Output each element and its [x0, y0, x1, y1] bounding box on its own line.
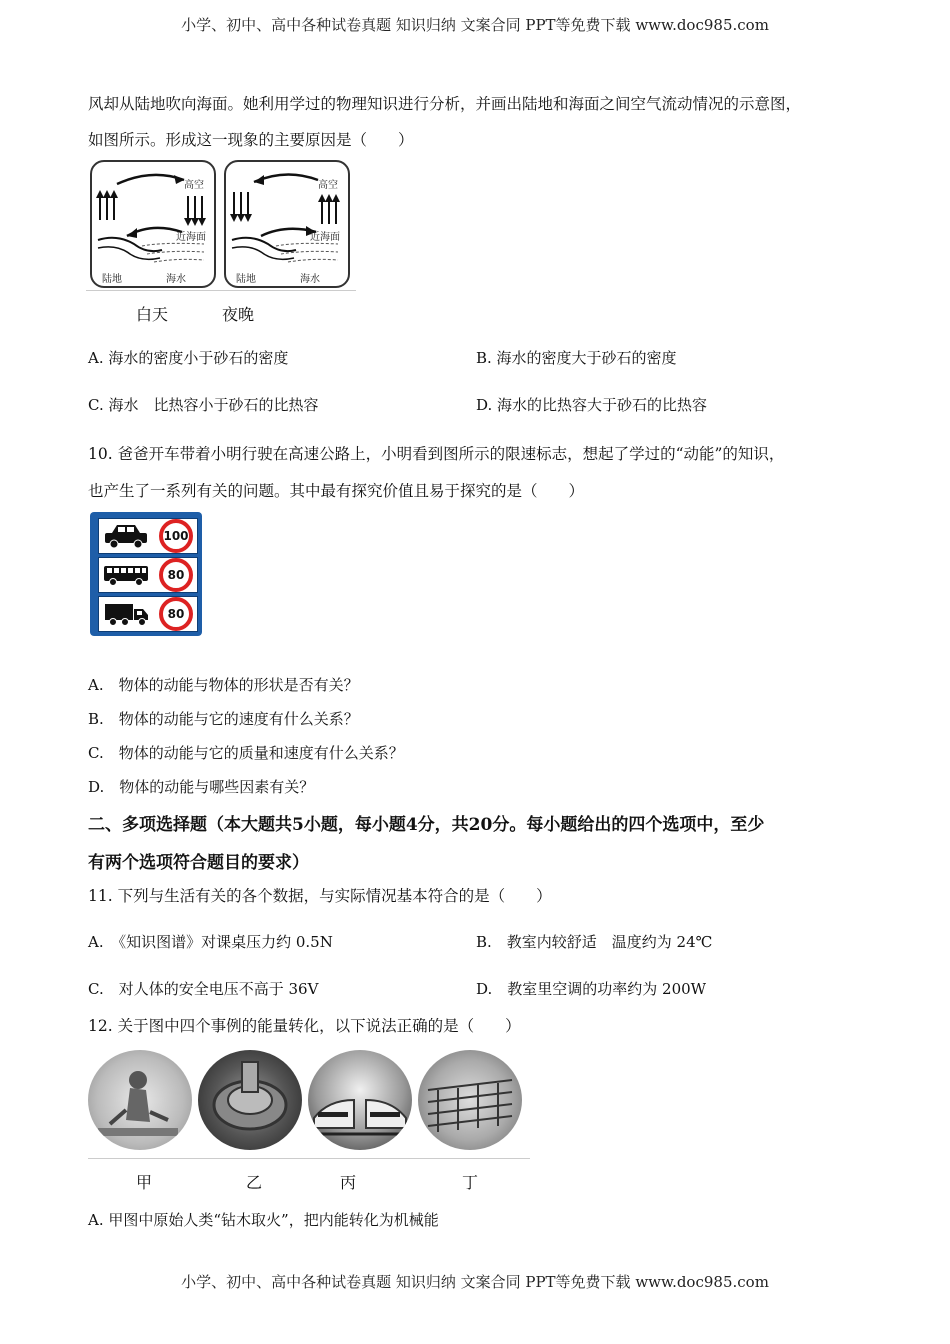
q10-text-line1: 10. 爸爸开车带着小明行驶在高速公路上，小明看到图所示的限速标志，想起了学过的“动能”的知识，	[88, 445, 785, 463]
q11-option-b[interactable]: B. 教室内较舒适 温度约为 24℃	[476, 933, 713, 951]
caption-bing: 丙	[340, 1173, 357, 1192]
night-caption: 夜晚	[222, 305, 255, 324]
truck-icon	[103, 601, 149, 627]
images-divider	[88, 1158, 530, 1159]
q9-option-a[interactable]: A. 海水的密度小于砂石的密度	[88, 349, 289, 367]
car-speed-limit: 100	[159, 519, 193, 553]
night-diagram	[224, 160, 350, 288]
bus-speed-limit: 80	[159, 558, 193, 592]
night-land-label: 陆地	[236, 274, 256, 285]
image-jia-fire-drilling	[88, 1050, 192, 1150]
day-near-sea-label: 近海面	[176, 232, 206, 243]
q10-option-c[interactable]: C. 物体的动能与它的质量和速度有什么关系？	[88, 744, 404, 762]
bus-icon	[103, 562, 149, 588]
sign-row-bus	[98, 557, 198, 593]
q9-text-line1: 风却从陆地吹向海面。她利用学过的物理知识进行分析，并画出陆地和海面之间空气流动情况的示意图，	[88, 95, 802, 113]
q10-option-a[interactable]: A. 物体的动能与物体的形状是否有关？	[88, 676, 359, 694]
day-caption: 白天	[136, 305, 169, 324]
engine-icon	[198, 1050, 302, 1150]
train-icon	[308, 1050, 412, 1150]
solar-heater-icon	[418, 1050, 522, 1150]
q11-option-a[interactable]: A. 《知识图谱》对课桌压力约 0.5N	[88, 933, 333, 951]
sea-breeze-diagram	[86, 158, 356, 293]
q10-text-line2: 也产生了一系列有关的问题。其中最有探究价值且易于探究的是（ ）	[88, 482, 585, 500]
day-land-label: 陆地	[102, 274, 122, 285]
day-diagram	[90, 160, 216, 288]
night-sea-label: 海水	[300, 274, 320, 285]
section2-heading-line1: 二、多项选择题（本大题共5小题，每小题4分，共20分。每小题给出的四个选项中，至少	[88, 815, 765, 835]
caption-yi: 乙	[246, 1173, 263, 1192]
q9-option-d[interactable]: D. 海水的比热容大于砂石的比热容	[476, 396, 708, 414]
speed-limit-sign	[90, 512, 202, 636]
sign-row-truck	[98, 596, 198, 632]
image-ding-solar-heater	[418, 1050, 522, 1150]
q9-text-line2: 如图所示。形成这一现象的主要原因是（ ）	[88, 131, 414, 149]
q11-stem: 11. 下列与生活有关的各个数据，与实际情况基本符合的是（ ）	[88, 887, 552, 905]
page-header: 小学、初中、高中各种试卷真题 知识归纳 文案合同 PPT等免费下载 www.doc985.com	[181, 16, 769, 34]
page-footer: 小学、初中、高中各种试卷真题 知识归纳 文案合同 PPT等免费下载 www.doc985.com	[181, 1273, 769, 1291]
section2-heading-line2: 有两个选项符合题目的要求）	[88, 853, 309, 873]
q11-option-c[interactable]: C. 对人体的安全电压不高于 36V	[88, 980, 319, 998]
q9-option-c[interactable]: C. 海水 比热容小于砂石的比热容	[88, 396, 319, 414]
truck-speed-limit: 80	[159, 597, 193, 631]
caption-jia: 甲	[136, 1173, 153, 1192]
night-high-label: 高空	[318, 180, 338, 191]
day-sea-label: 海水	[166, 274, 186, 285]
image-yi-engine	[198, 1050, 302, 1150]
q11-option-d[interactable]: D. 教室里空调的功率约为 200W	[476, 980, 707, 998]
q12-option-a[interactable]: A. 甲图中原始人类“钻木取火”，把内能转化为机械能	[88, 1211, 439, 1229]
caption-ding: 丁	[462, 1173, 479, 1192]
day-high-label: 高空	[184, 180, 204, 191]
q10-option-b[interactable]: B. 物体的动能与它的速度有什么关系？	[88, 710, 359, 728]
sign-row-car	[98, 518, 198, 554]
night-near-sea-label: 近海面	[310, 232, 340, 243]
diagram-divider	[86, 290, 356, 291]
image-bing-trains	[308, 1050, 412, 1150]
primitive-man-icon	[88, 1050, 192, 1150]
q12-stem: 12. 关于图中四个事例的能量转化，以下说法正确的是（ ）	[88, 1017, 521, 1035]
q9-option-b[interactable]: B. 海水的密度大于砂石的密度	[476, 349, 677, 367]
car-icon	[103, 523, 149, 549]
q10-option-d[interactable]: D. 物体的动能与哪些因素有关？	[88, 778, 315, 796]
